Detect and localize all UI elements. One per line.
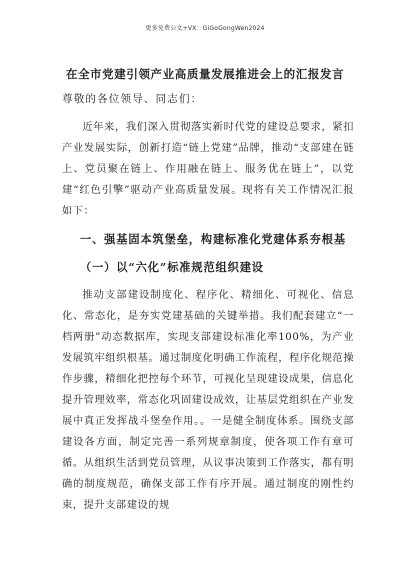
subsection-heading: （一）以“六化”标准规范组织建设	[80, 260, 264, 274]
document-title: 在全市党建引领产业高质量发展推进会上的汇报发言	[65, 67, 345, 81]
watermark-text: 更多免费公文+VX：GiGoGongWen2024	[145, 25, 265, 32]
intro-paragraph: 近年来，我们深入贯彻落实新时代党的建设总要求，紧扣产业发展实际，创新打造“链上党建”品牌，推动“支部建在链上、党员聚在链上、作用融在链上、服务优在链上”，以党建“红色引擎”驱动产业高质量发展。现将有关工作情况汇报如下：	[62, 122, 354, 217]
section-heading: 一、强基固本筑堡垒，构建标准化党建体系夯根基	[80, 232, 346, 246]
body-paragraph: 推动支部建设制度化、程序化、精细化、可视化、信息化、常态化，是夯实党建基础的关键举措。我们配套建立“一档两册”动态数据库，实现支部建设标准化率100%，为产业发展筑牢组织根基。通过制度化明确工作流程，程序化规范操作步骤，精细化把控每个环节，可视化呈现建设成果，信息化提升管理效率，常态化巩固建设成效，让基层党组织在产业发展中真正发挥战斗堡垒作用。。一是健全制度体系。围绕支部建设各方面，制定完善一系列规章制度，使各项工作有章可循。从组织生活到党员管理，从议事决策到工作落实，都有明确的制度规范，确保支部工作有序开展。通过制度的刚性约束，提升支部建设的规	[62, 290, 354, 511]
salutation: 尊敬的各位领导、同志们：	[62, 93, 203, 105]
